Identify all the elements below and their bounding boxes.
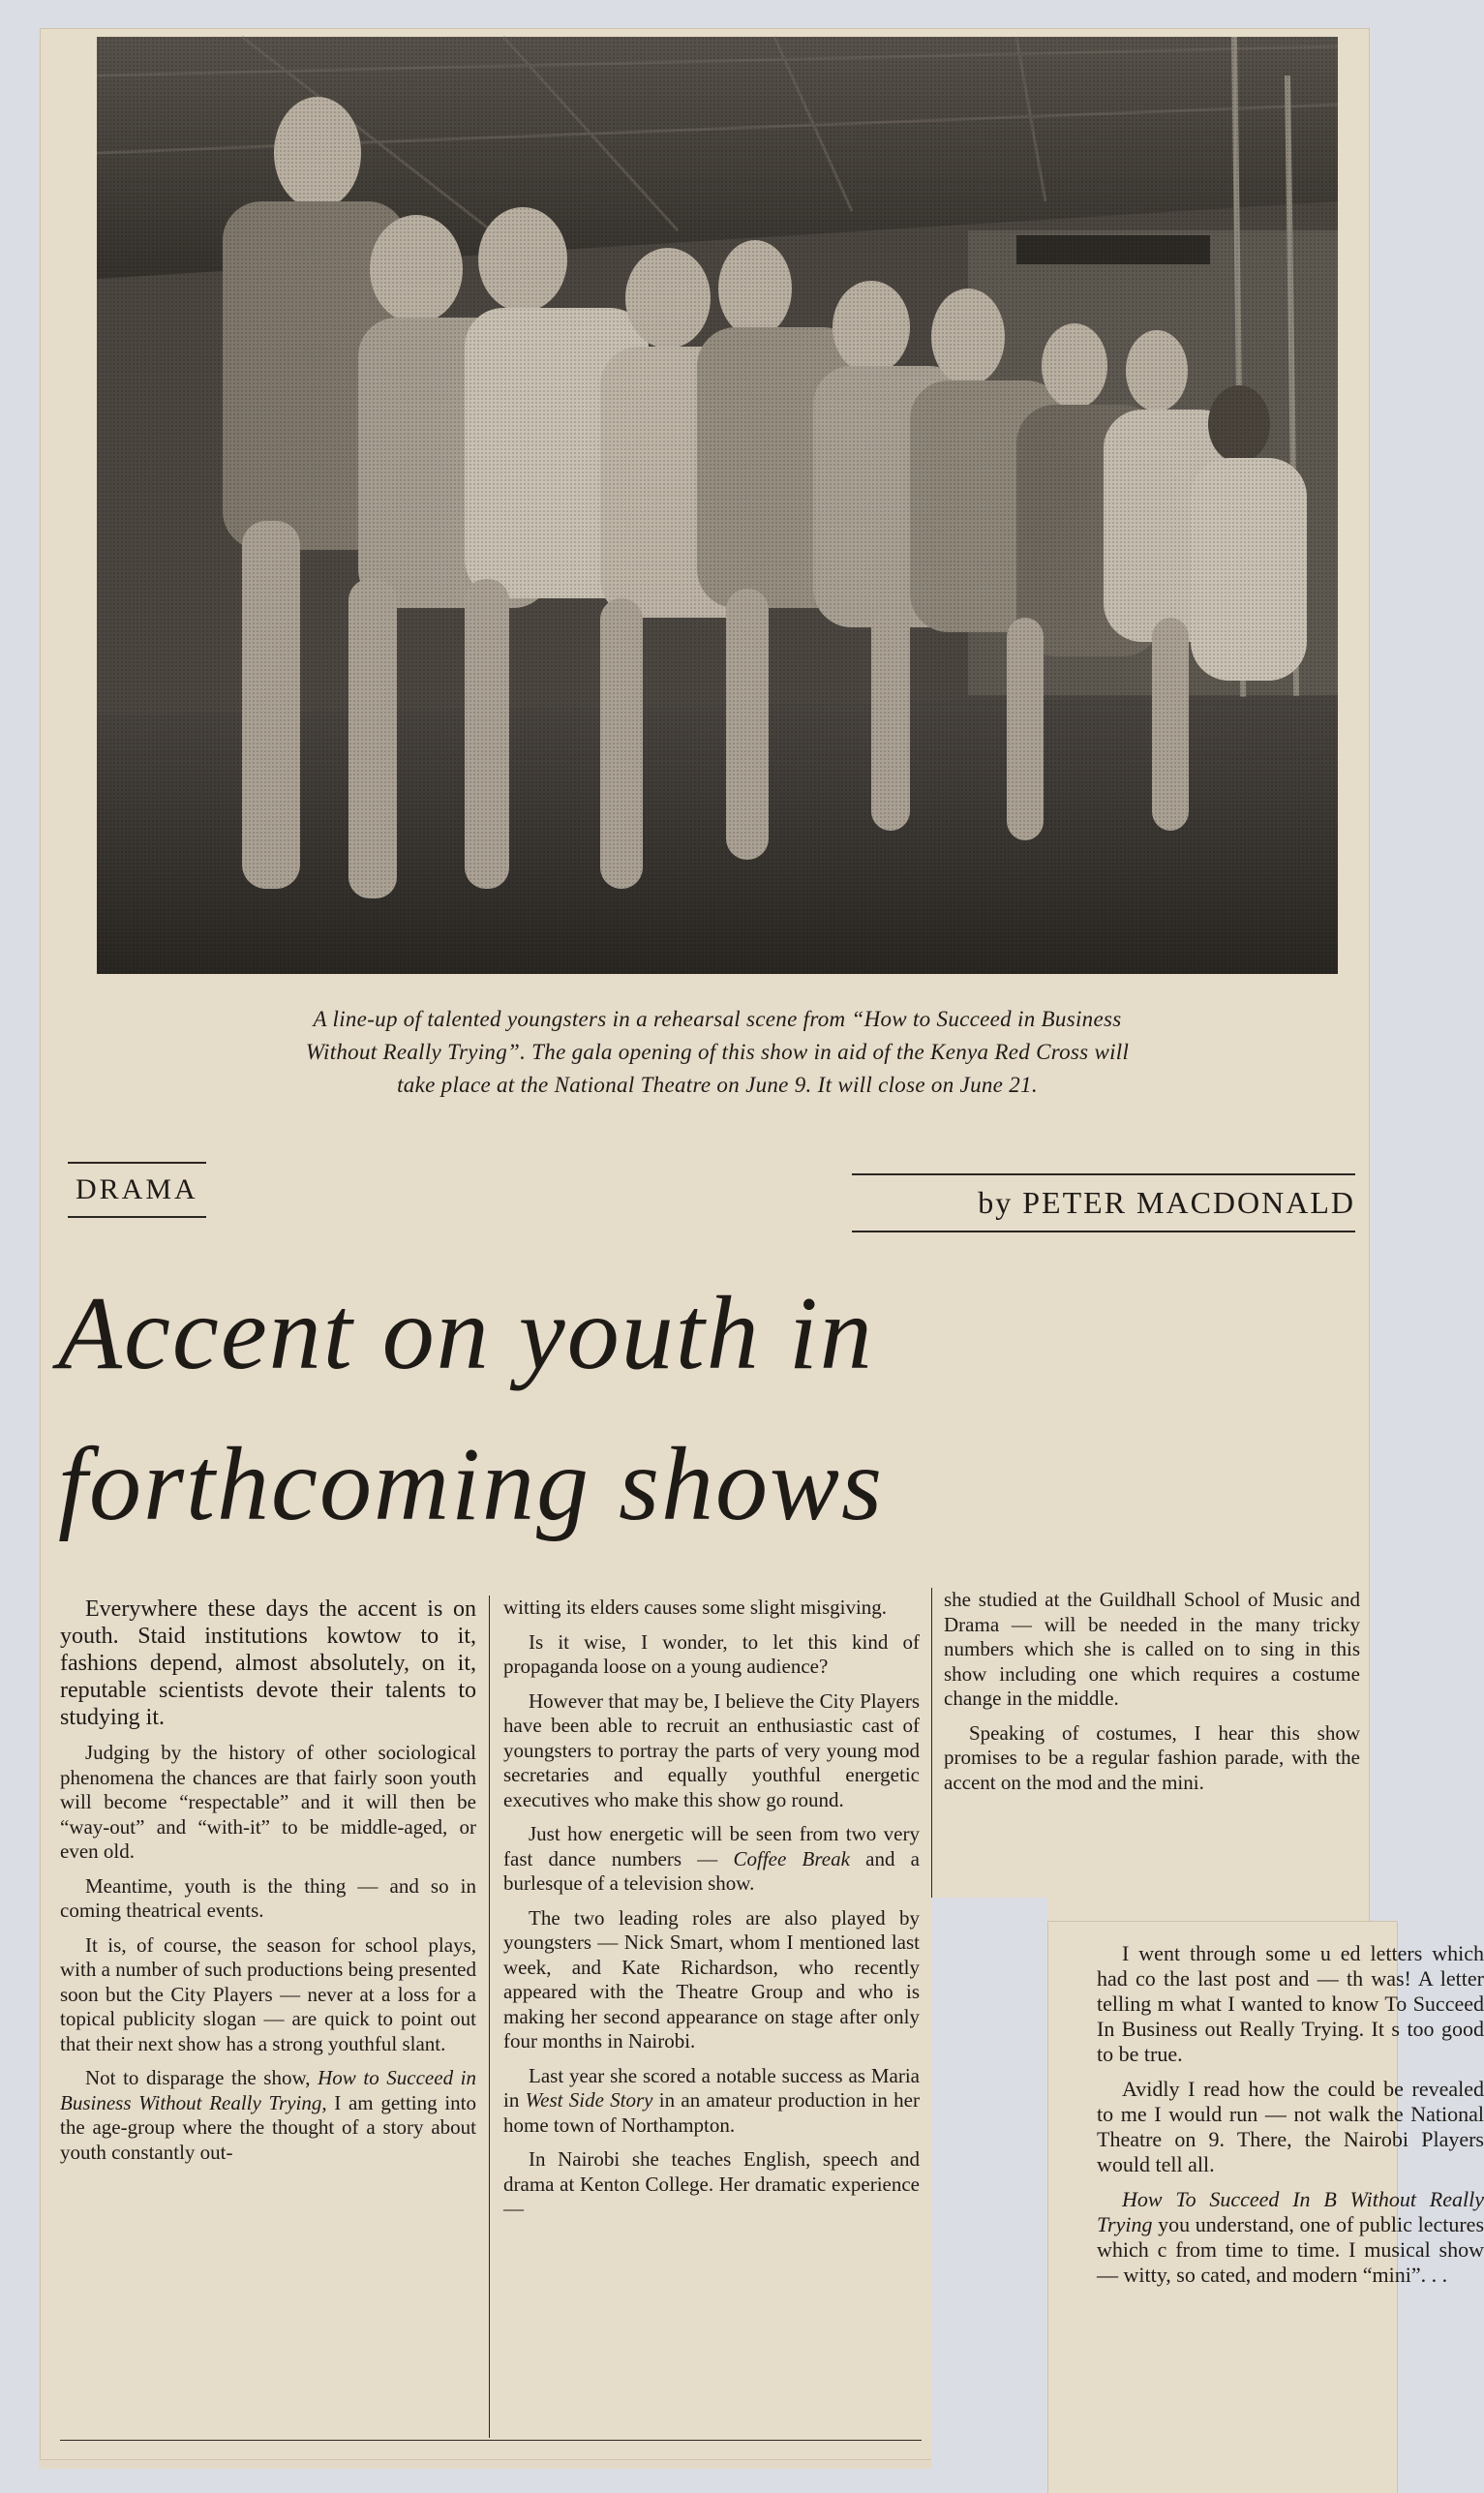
paragraph: witting its elders causes some slight misgiving. (503, 1596, 888, 1619)
headline-line: Accent on youth in (58, 1276, 874, 1391)
column-divider (931, 1588, 932, 1898)
paragraph: I went through some u ed letters which had co the last post and — th was! A letter telling m what I wanted to know To Succeed In Business out Really Trying. It s too good to be true. (1097, 1941, 1484, 2066)
paragraph: However that may be, I believe the City Players have been able to recruit an enthusiastic cast of youngsters to portray the parts of very young mod secretaries and equally youthful energetic executives who make this show go round. (503, 1688, 920, 1811)
rehearsal-photo (97, 37, 1338, 974)
paragraph (60, 2066, 476, 2165)
paragraph: It is, of course, the season for school plays, with a number of such productions being presented soon but the City Players — never at a loss for a topical publicity slogan — are quick to point out that their next show has a strong youthful slant. (60, 1932, 476, 2055)
paragraph (1097, 2187, 1484, 2288)
text-run: Last year she scored a notable success as Maria in (503, 2063, 920, 2112)
article-column-3 (944, 1588, 1360, 1805)
photo-caption (97, 1003, 1338, 1102)
text-run: Not to disparage the show, (85, 2066, 318, 2089)
paragraph: Is it wise, I wonder, to let this kind of propaganda loose on a young audience? (503, 1629, 920, 1678)
column-divider (489, 1596, 490, 2438)
byline: by PETER MACDONALD (852, 1173, 1355, 1232)
article-column (1097, 1941, 1484, 2297)
text-run: I am getting into the age-group where the thought of a story about youth constantly out- (60, 2090, 476, 2164)
headline-line: forthcoming shows (58, 1427, 885, 1542)
paragraph: Judging by the history of other sociological phenomena the chances are that fairly soon youth will become “respectable” and it will then be “way-out” and “with-it” to be middle-aged, or even old. (60, 1741, 476, 1863)
caption-line: take place at the National Theatre on June 9. It will close on June 21. (397, 1073, 1038, 1097)
paragraph: Everywhere these days the accent is on youth. Staid institutions kowtow to it, fashions depend, almost absolutely, on it, reputable scientists devote their talents to studying it. (60, 1596, 476, 1730)
page-background-gap (931, 1898, 1047, 2478)
paragraph (503, 1822, 920, 1897)
text-run: in an amateur production in her home town of Northampton. (503, 2088, 920, 2137)
show-title: West Side Story (525, 2088, 653, 2112)
section-label: DRAMA (68, 1162, 206, 1218)
paragraph: The two leading roles are also played by youngsters — Nick Smart, whom I mentioned last week, and Kate Richardson, who recently appeared with the Theatre Group and who is making her second appearance on stage after only four months in Nairobi. (503, 1905, 920, 2052)
text-run: Just how energetic will be seen from two very fast dance numbers — (503, 1822, 920, 1870)
second-clipping (1048, 1922, 1484, 2493)
headline (58, 1259, 1317, 1561)
caption-line: A line-up of talented youngsters in a rehearsal scene from “How to Succeed in Business (313, 1007, 1122, 1031)
text-run: and a burlesque of a television show. (503, 1846, 920, 1895)
paragraph: Meantime, youth is the thing — and so in coming theatrical events. (60, 1873, 476, 1922)
article-column-2 (503, 1596, 920, 2232)
show-title: Coffee Break (733, 1846, 850, 1870)
text-run: you understand, one of public lectures which c from time to time. I musical show — witty, so cated, and modern “mini”. . . (1097, 2212, 1484, 2287)
rule (60, 2440, 922, 2441)
paragraph (503, 2064, 920, 2139)
caption-line: Without Really Trying”. The gala opening of this show in aid of the Kenya Red Cross will (305, 1040, 1130, 1064)
paragraph: Avidly I read how the could be revealed to me I would run — not walk the National Theatre on 9. There, the Nairobi Players would tell all. (1097, 2077, 1484, 2176)
paragraph: In Nairobi she teaches English, speech and drama at Kenton College. Her dramatic experience — (503, 2147, 920, 2220)
paragraph: Speaking of costumes, I hear this show promises to be a regular fashion parade, with the accent on the mod and the mini. (944, 1720, 1360, 1794)
show-title: How To Succeed In B Without Really Trying (1097, 2187, 1484, 2236)
show-title: How to Succeed in Business Without Really Trying, (60, 2066, 476, 2114)
paragraph: she studied at the Guildhall School of Music and Drama — will be needed in the many tricky numbers which she is called on to sing in this show including one which requires a costume change in the middle. (944, 1588, 1360, 1710)
article-column-1 (60, 1596, 476, 2174)
